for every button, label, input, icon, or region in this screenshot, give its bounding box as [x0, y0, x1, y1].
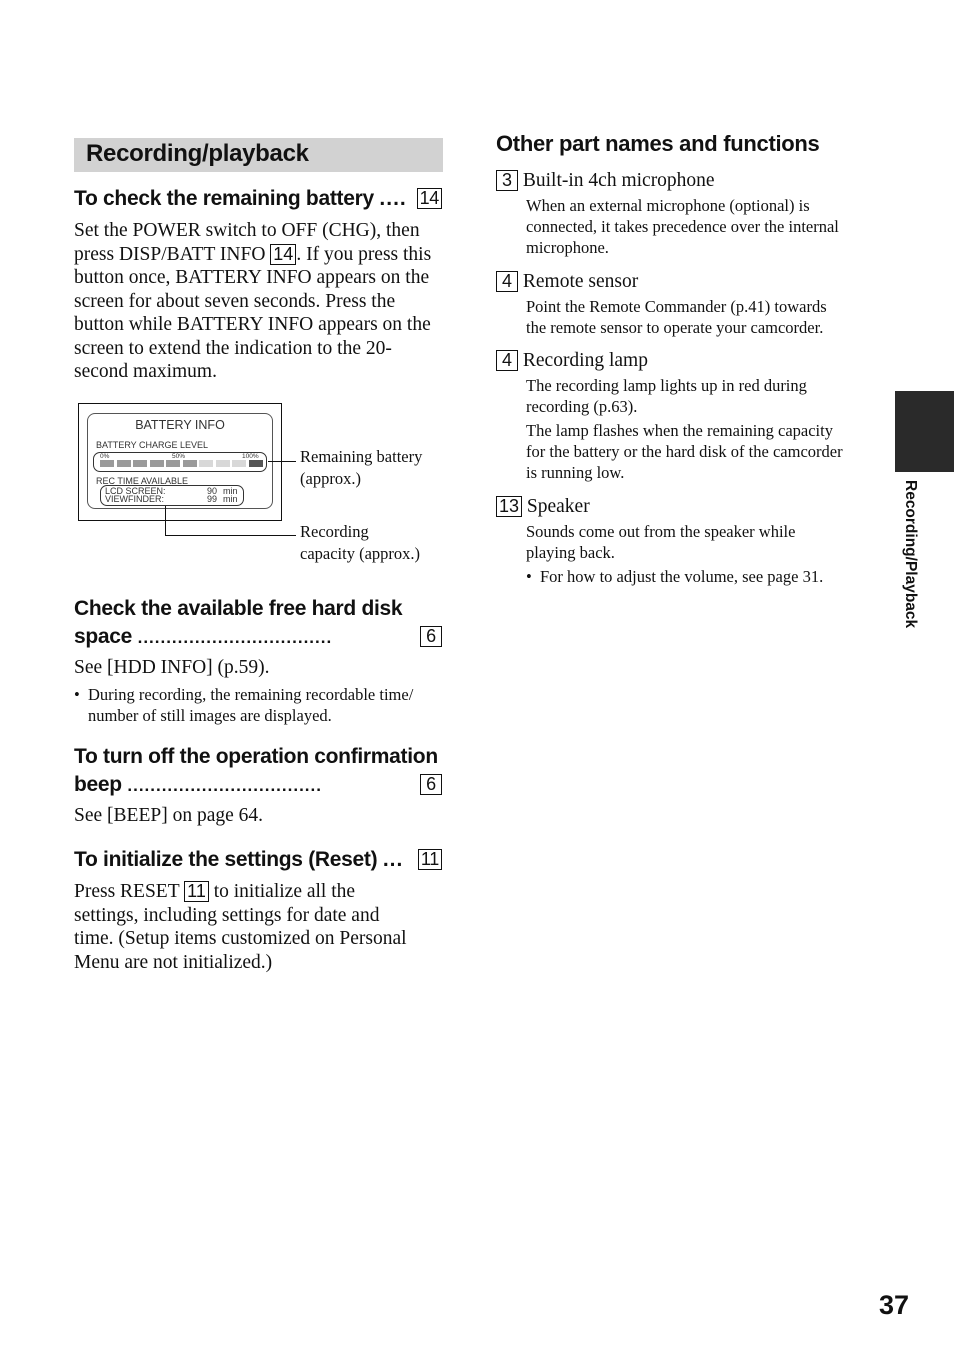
charge-segment: [117, 460, 131, 467]
pct-100-label: 100%: [242, 453, 259, 460]
text-line: the remote sensor to operate your camcorder.: [526, 318, 824, 337]
text-line: Set the POWER switch to OFF (CHG), then: [74, 220, 420, 241]
charge-segment: [133, 460, 147, 467]
part-title-line: [496, 349, 868, 373]
ref-box: 6: [420, 626, 442, 647]
text-line: The recording lamp lights up in red during: [526, 376, 807, 395]
ref-box: 4: [496, 271, 518, 292]
charge-segment: [199, 460, 213, 467]
lcd-label: LCD SCREEN:: [105, 486, 166, 496]
heading-line: [74, 771, 444, 800]
side-tab-label: [895, 480, 923, 660]
page-number: 37: [879, 1290, 910, 1320]
part-item-microphone: [496, 169, 868, 258]
text-span: Press RESET: [74, 881, 180, 902]
text-line: for the battery or the hard disk of the camcorder: [526, 442, 843, 461]
charge-level-label: BATTERY CHARGE LEVEL: [96, 440, 209, 450]
part-title: Remote sensor: [522, 271, 639, 292]
text-line: recording (p.63).: [526, 397, 638, 416]
ref-box: 11: [418, 849, 442, 870]
text-line: Menu are not initialized.): [74, 951, 273, 973]
rec-time-box: [100, 485, 244, 506]
pct-0-label: 0%: [100, 453, 110, 460]
part-body: [496, 195, 868, 258]
text-line: [74, 880, 446, 904]
text-line: The lamp flashes when the remaining capacity: [526, 421, 833, 440]
ref-box: 3: [496, 170, 518, 191]
part-title-line: [496, 495, 868, 519]
callout-recording-capacity: [300, 521, 420, 565]
part-title-line: [496, 270, 868, 294]
part-title: Built-in 4ch microphone: [522, 170, 715, 191]
charge-level-bar: [93, 452, 267, 472]
side-tab-text: Recording/Playback: [902, 480, 919, 629]
leader-dots: ...: [382, 848, 404, 871]
text-line: Point the Remote Commander (p.41) towards: [526, 297, 827, 316]
part-item-remote-sensor: [496, 270, 868, 338]
charge-segment: [150, 460, 164, 467]
callout-text: Remaining battery: [300, 447, 423, 466]
text-line: button once, BATTERY INFO appears on the: [74, 267, 430, 288]
rec-time-label: REC TIME AVAILABLE: [96, 476, 189, 486]
pct-50-label: 50%: [172, 453, 186, 460]
section-banner-title: Recording/playback: [86, 140, 309, 167]
text-span: press DISP/BATT INFO: [74, 243, 266, 265]
heading-text: Check the available free hard disk: [74, 597, 403, 620]
part-title: Recording lamp: [522, 350, 648, 371]
callout-line-rec-vertical: [165, 506, 166, 536]
text-line: button while BATTERY INFO appears on the: [74, 314, 431, 335]
ref-box: 6: [420, 774, 442, 795]
leader-dots: ..................................: [137, 628, 333, 647]
charge-segment: [166, 460, 180, 467]
side-tab-block: [895, 391, 954, 472]
lcd-unit: min: [223, 486, 238, 496]
beep-body: See [BEEP] on page 64.: [74, 805, 264, 826]
heading-check-battery: [74, 185, 444, 213]
text-line: When an external microphone (optional) is: [526, 196, 810, 215]
heading-reset: [74, 846, 444, 874]
heading-turn-off-beep: [74, 743, 444, 800]
text-line: screen to extend the indication to the 20-: [74, 337, 392, 359]
text-line: [74, 243, 446, 267]
ref-box: 14: [417, 188, 442, 209]
text-line: connected, it takes precedence over the internal: [526, 217, 839, 236]
callout-text: capacity (approx.): [300, 544, 421, 563]
screen-title: BATTERY INFO: [135, 418, 225, 432]
viewfinder-row: [105, 495, 239, 504]
callout-line-rec-horizontal: [165, 535, 296, 536]
ref-box: 4: [496, 350, 518, 371]
text-line: screen for about seven seconds. Press the: [74, 290, 396, 312]
text-line: playing back.: [526, 543, 615, 562]
heading-check-hdd: [74, 595, 444, 652]
bullet-text: • For how to adjust the volume, see page 31.: [526, 566, 868, 587]
text-line: settings, including settings for date and: [74, 904, 380, 926]
part-title-line: [496, 169, 868, 193]
text-line: time. (Setup items customized on Personal: [74, 928, 407, 949]
ref-box: 14: [270, 244, 296, 265]
charge-segment: [232, 460, 246, 467]
part-item-speaker: [496, 495, 868, 587]
hdd-body: See [HDD INFO] (p.59).: [74, 657, 270, 678]
ref-box: 13: [496, 496, 522, 517]
battery-info-screen: [87, 413, 273, 509]
heading-text: space: [74, 625, 133, 648]
callout-text: Recording: [300, 522, 369, 541]
charge-segment: [249, 460, 263, 467]
leader-dots: ....: [379, 187, 407, 210]
callout-remaining-battery: [300, 446, 422, 490]
text-line: second maximum.: [74, 361, 217, 382]
text-line: is running low.: [526, 463, 625, 482]
leader-dots: ..................................: [127, 776, 322, 795]
heading-line: [74, 623, 444, 652]
vf-value: 99: [207, 494, 218, 504]
vf-unit: min: [223, 494, 238, 504]
part-body: [496, 521, 868, 587]
part-item-recording-lamp: [496, 349, 868, 483]
bullet-text: number of still images are displayed.: [88, 706, 332, 725]
ref-box: 11: [184, 881, 209, 902]
heading-text: To initialize the settings (Reset): [74, 848, 378, 871]
hdd-bullet: [74, 684, 460, 726]
text-span: . If you press this: [296, 243, 432, 265]
text-line: microphone.: [526, 238, 609, 257]
charge-segment: [183, 460, 197, 467]
charge-segment: [100, 460, 114, 467]
callout-text: (approx.): [300, 469, 361, 488]
battery-info-diagram: [78, 403, 282, 521]
reset-paragraph: [74, 880, 446, 974]
part-title: Speaker: [526, 496, 590, 517]
vf-label: VIEWFINDER:: [105, 494, 165, 504]
lcd-value: 90: [207, 486, 218, 496]
callout-line-battery: [268, 461, 296, 462]
section-banner: [74, 138, 443, 172]
bullet-text: • During recording, the remaining recordable time/: [88, 685, 414, 704]
text-line: Sounds come out from the speaker while: [526, 522, 796, 541]
heading-text: To turn off the operation confirmation: [74, 745, 438, 768]
battery-paragraph: [74, 219, 446, 384]
charge-segment: [216, 460, 230, 467]
part-body: [496, 375, 868, 483]
heading-text: To check the remaining battery: [74, 187, 374, 210]
heading-text: beep: [74, 773, 122, 796]
heading-other-parts: Other part names and functions: [496, 131, 820, 156]
text-span: to initialize all the: [213, 881, 356, 902]
part-body: [496, 296, 868, 338]
